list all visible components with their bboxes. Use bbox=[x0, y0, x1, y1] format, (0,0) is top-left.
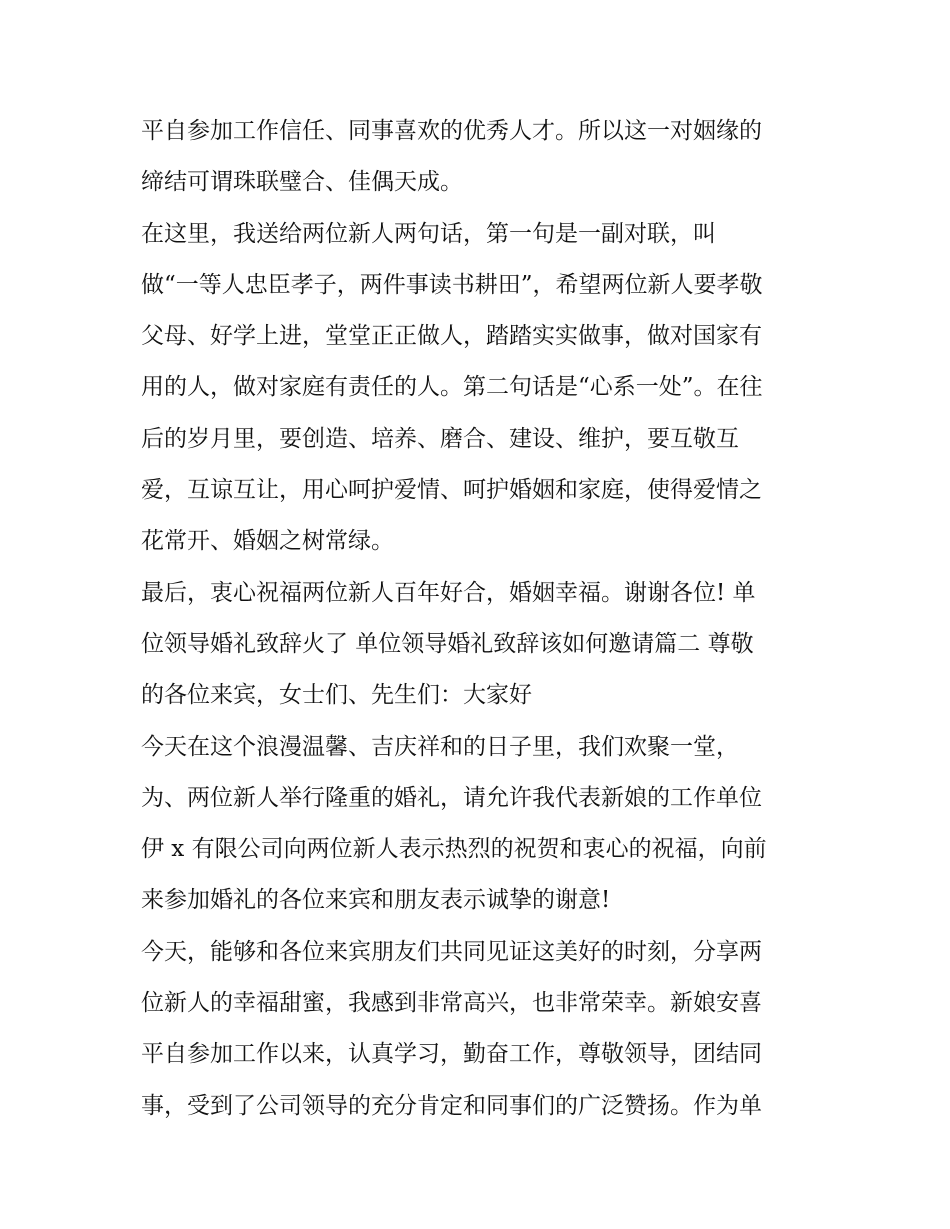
text-line: 后的岁月里，要创造、培养、磨合、建设、维护，要互敬互 bbox=[141, 425, 739, 452]
text-line: 用的人，做对家庭有责任的人。第二句话是“心系一处”。在往 bbox=[141, 374, 763, 401]
text-line: 的各位来宾，女士们、先生们：大家好 bbox=[141, 682, 532, 709]
text-line: 在这里，我送给两位新人两句话，第一句是一副对联，叫 bbox=[141, 220, 716, 247]
document-body bbox=[141, 106, 821, 1132]
text-line: 来参加婚礼的各位来宾和朋友表示诚挚的谢意! bbox=[141, 887, 611, 914]
text-line: 位领导婚礼致辞火了 单位领导婚礼致辞该如何邀请篇二 尊敬 bbox=[141, 630, 754, 657]
text-line: 爱，互谅互让，用心呵护爱情、呵护婚姻和家庭，使得爱情之 bbox=[141, 477, 762, 504]
text-line: 今天，能够和各位来宾朋友们共同见证这美好的时刻，分享两 bbox=[141, 938, 762, 965]
text-line: 花常开、婚姻之树常绿。 bbox=[141, 528, 394, 555]
text-line: 为、两位新人举行隆重的婚礼，请允许我代表新娘的工作单位 bbox=[141, 784, 762, 811]
text-line: 最后，衷心祝福两位新人百年好合，婚姻幸福。谢谢各位! 单 bbox=[141, 579, 756, 606]
text-line: 今天在这个浪漫温馨、吉庆祥和的日子里，我们欢聚一堂， bbox=[141, 733, 739, 760]
text-line: 做“一等人忠臣孝子，两件事读书耕田”，希望两位新人要孝敬 bbox=[141, 271, 763, 298]
text-line: 缔结可谓珠联璧合、佳偶天成。 bbox=[141, 169, 463, 196]
text-line: 位新人的幸福甜蜜，我感到非常高兴，也非常荣幸。新娘安喜 bbox=[141, 990, 762, 1017]
text-line: 伊 x 有限公司向两位新人表示热烈的祝贺和衷心的祝福，向前 bbox=[141, 836, 767, 863]
text-line: 平自参加工作信任、同事喜欢的优秀人才。所以这一对姻缘的 bbox=[141, 118, 762, 144]
text-line: 平自参加工作以来，认真学习，勤奋工作，尊敬领导，团结同 bbox=[141, 1041, 762, 1068]
text-line: 父母、好学上进，堂堂正正做人，踏踏实实做事，做对国家有 bbox=[141, 323, 762, 350]
text-line: 事，受到了公司领导的充分肯定和同事们的广泛赞扬。作为单 bbox=[141, 1092, 762, 1119]
